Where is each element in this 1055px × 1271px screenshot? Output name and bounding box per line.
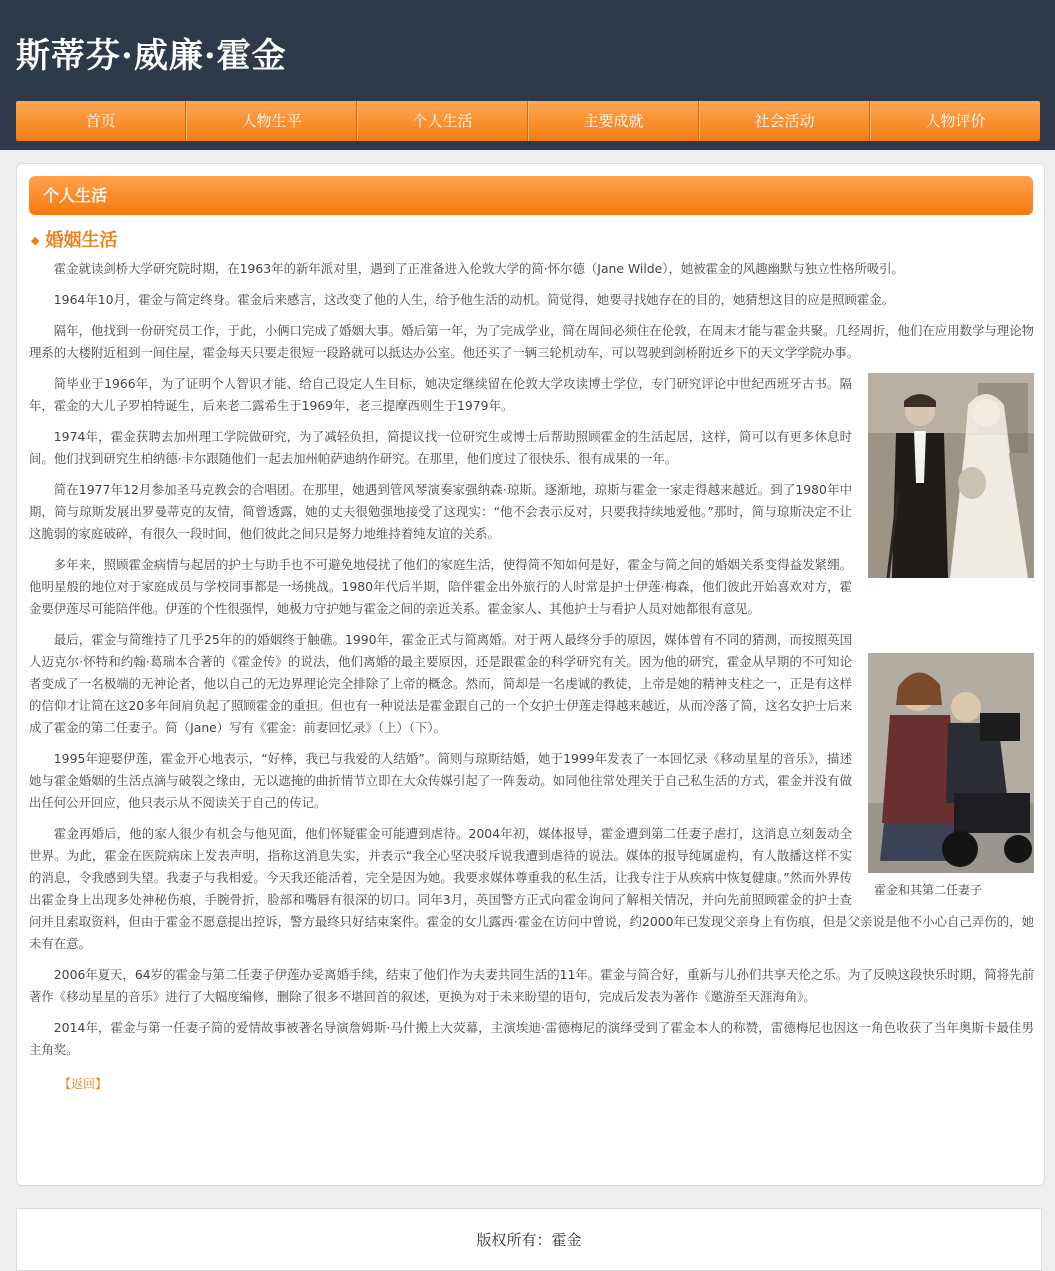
paragraph: 2006年夏天，64岁的霍金与第二任妻子伊莲办妥离婚手续，结束了他们作为夫妻共同生活的11年。霍金与简合好，重新与儿孙们共享天伦之乐。为了反映这段快乐时期，简将先前著作《移动星星的音乐》进行了大幅度编修，删除了很多不堪回首的叙述，更换为对于未来盼望的语句，完成后发表为著作《邀游至天涯海角》。 [29,967,1034,1004]
nav-item-home[interactable]: 首页 [16,101,186,141]
nav-item-biography[interactable]: 人物生平 [186,101,357,141]
content-panel [16,163,1045,1186]
second-wife-photo [868,653,1034,873]
wedding-photo-illustration [868,373,1034,578]
nav-item-evaluation[interactable]: 人物评价 [870,101,1040,141]
nav-item-social-activities[interactable]: 社会活动 [699,101,870,141]
back-link[interactable]: 【返回】 [59,1077,108,1091]
paragraph: 2014年，霍金与第一任妻子简的爱情故事被著名导演詹姆斯·马什搬上大荧幕，主演埃迪·雷德梅尼的演绎受到了霍金本人的称赞，雷德梅尼也因这一角色收获了当年奥斯卡最佳男主角奖。 [29,1020,1034,1057]
paragraph: 最后，霍金与简维持了几乎25年的的婚姻终于触礁。1990年，霍金正式与简离婚。对于两人最终分手的原因，媒体曾有不同的猜测，而按照英国人迈克尔·怀特和约翰·葛瑞本合著的《霍金传》的说法，他们离婚的最主要原因，还是跟霍金的科学研究有关。因为他的研究，霍金从早期的不可知论者变成了一名极端的无神论者，他以自己的无边界理论完全排除了上帝的概念。然而，简却是一名虔诚的教徒，上帝是她的精神支柱之一，正是有这样的信仰才让简在这20多年间肩负起了照顾霍金的重担。但也有一种说法是霍金跟自己的一个女护士伊莲走得越来越近，从而冷落了简，这名女护士后来成了霍金的第二任妻子。简（Jane）写有《霍金：前妻回忆录》（上）（下）。 [29,632,852,735]
paragraph: 简毕业于1966年，为了证明个人智识才能、给自己设定人生目标，她决定继续留在伦敦大学攻读博士学位，专门研究评论中世纪西班牙古书。隔年，霍金的大儿子罗柏特诞生，后来老二露希生于1969年，老三提摩西则生于1979年。 [29,376,852,413]
diamond-bullet-icon: ◆ [31,234,40,247]
paragraph: 多年来，照顾霍金病情与起居的护士与助手也不可避免地侵扰了他们的家庭生活，使得简不知如何是好，霍金与简之间的婚姻关系变得益发紧绷。他明星般的地位对于家庭成员与学校同事都是一场挑战。1980年代后半期，陪伴霍金出外旅行的人时常是护士伊莲·梅森，他们彼此开始喜欢对方，霍金要伊莲尽可能陪伴他。伊莲的个性很强悍，她极力守护她与霍金之间的亲近关系。霍金家人、其他护士与看护人员对她都很有意见。 [29,557,852,616]
paragraph: 1974年，霍金获聘去加州理工学院做研究，为了减轻负担，简提议找一位研究生或博士后帮助照顾霍金的生活起居，这样，简可以有更多休息时间。他们找到研究生柏纳德·卡尔跟随他们一起去加州帕萨迪纳作研究。在那里，他们度过了很快乐、很有成果的一年。 [29,429,852,466]
paragraph: 隔年，他找到一份研究员工作，于此，小俩口完成了婚姻大事。婚后第一年，为了完成学业，简在周间必须住在伦敦，在周末才能与霍金共聚。几经周折，他们在应用数学与理论物理系的大楼附近租到一间住屋，霍金每天只要走很短一段路就可以抵达办公室。他还买了一辆三轮机动车，可以驾驶到剑桥附近乡下的天文学学院办事。 [29,323,1034,360]
paragraph: 霍金再婚后，他的家人很少有机会与他见面，他们怀疑霍金可能遭到虐待。2004年初，媒体报导，霍金遭到第二任妻子虐打，这消息立刻轰动全世界。为此，霍金在医院病床上发表声明，指称这消息失实，并表示“我全心坚决驳斥说我遭到虐待的说法。媒体的报导纯属虚构，有人散播这样不实的消息，令我感到失望。我妻子与我相爱。今天我还能活着，完全是因为她。我要求媒体尊重我的私生活，让我专注于从疾病中恢复健康。”然而外界传出霍金身上出现多处神秘伤痕，手腕骨折，脸部和嘴唇有很深的切口。同年3月，英国警方正式向霍金询问了解相关情况，并向先前照顾霍金的护士查问并且索取资料，但由于霍金不愿意提出控诉，警方最终只好结束案件。霍金的女儿露西·霍金在访问中曾说，约2000年已发现父亲身上有伤痕，但是父亲说是他不小心自己弄伤的，她未有在意。 [29,826,1034,951]
main-nav [16,101,1040,141]
paragraph: 简在1977年12月参加圣马克教会的合唱团。在那里，她遇到管风琴演奏家强纳森·琼斯。逐渐地，琼斯与霍金一家走得越来越近。到了1980年中期，简与琼斯发展出罗曼蒂克的友情，简曾透露，她的丈夫很勉强地接受了这现实：“他不会表示反对，只要我持续地爱他。”那时，简与琼斯决定不让这脆弱的家庭破碎，有很久一段时间，他们彼此之间只是努力地维持着纯友谊的关系。 [29,482,852,541]
nav-item-achievements[interactable]: 主要成就 [528,101,699,141]
nav-item-personal-life[interactable]: 个人生活 [357,101,528,141]
wedding-photo [868,373,1034,578]
site-title: 斯蒂芬·威廉·霍金 [16,36,287,76]
section-heading [29,228,1034,254]
second-wife-photo-illustration [868,653,1034,873]
section-title: 婚姻生活 [45,230,118,251]
paragraph: 1995年迎娶伊莲，霍金开心地表示，“好棒，我已与我爱的人结婚”。简则与琼斯结婚，她于1999年发表了一本回忆录《移动星星的音乐》，描述她与霍金婚姻的生活点滴与破裂之缘由，无以遮掩的曲折情节立即在大众传媒引起了一阵轰动。如同他往常处理关于自己私生活的方式，霍金并没有做出任何公开回应，他只表示从不阅读关于自己的传记。 [29,751,852,810]
article-content [29,228,1034,1095]
second-wife-photo-figure [868,653,1034,901]
footer: 版权所有：霍金 [16,1208,1042,1271]
site-header [0,0,1055,150]
photo-caption: 霍金和其第二任妻子 [874,883,983,897]
panel-title: 个人生活 [29,176,1033,215]
paragraph: 霍金就读剑桥大学研究院时期，在1963年的新年派对里，遇到了正准备进入伦敦大学的简·怀尔德（Jane Wilde），她被霍金的风趣幽默与独立性格所吸引。 [53,261,904,276]
paragraph: 1964年10月，霍金与简定终身。霍金后来感言，这改变了他的人生，给予他生活的动机。简觉得，她要寻找她存在的目的，她猜想这目的应是照顾霍金。 [53,292,895,307]
